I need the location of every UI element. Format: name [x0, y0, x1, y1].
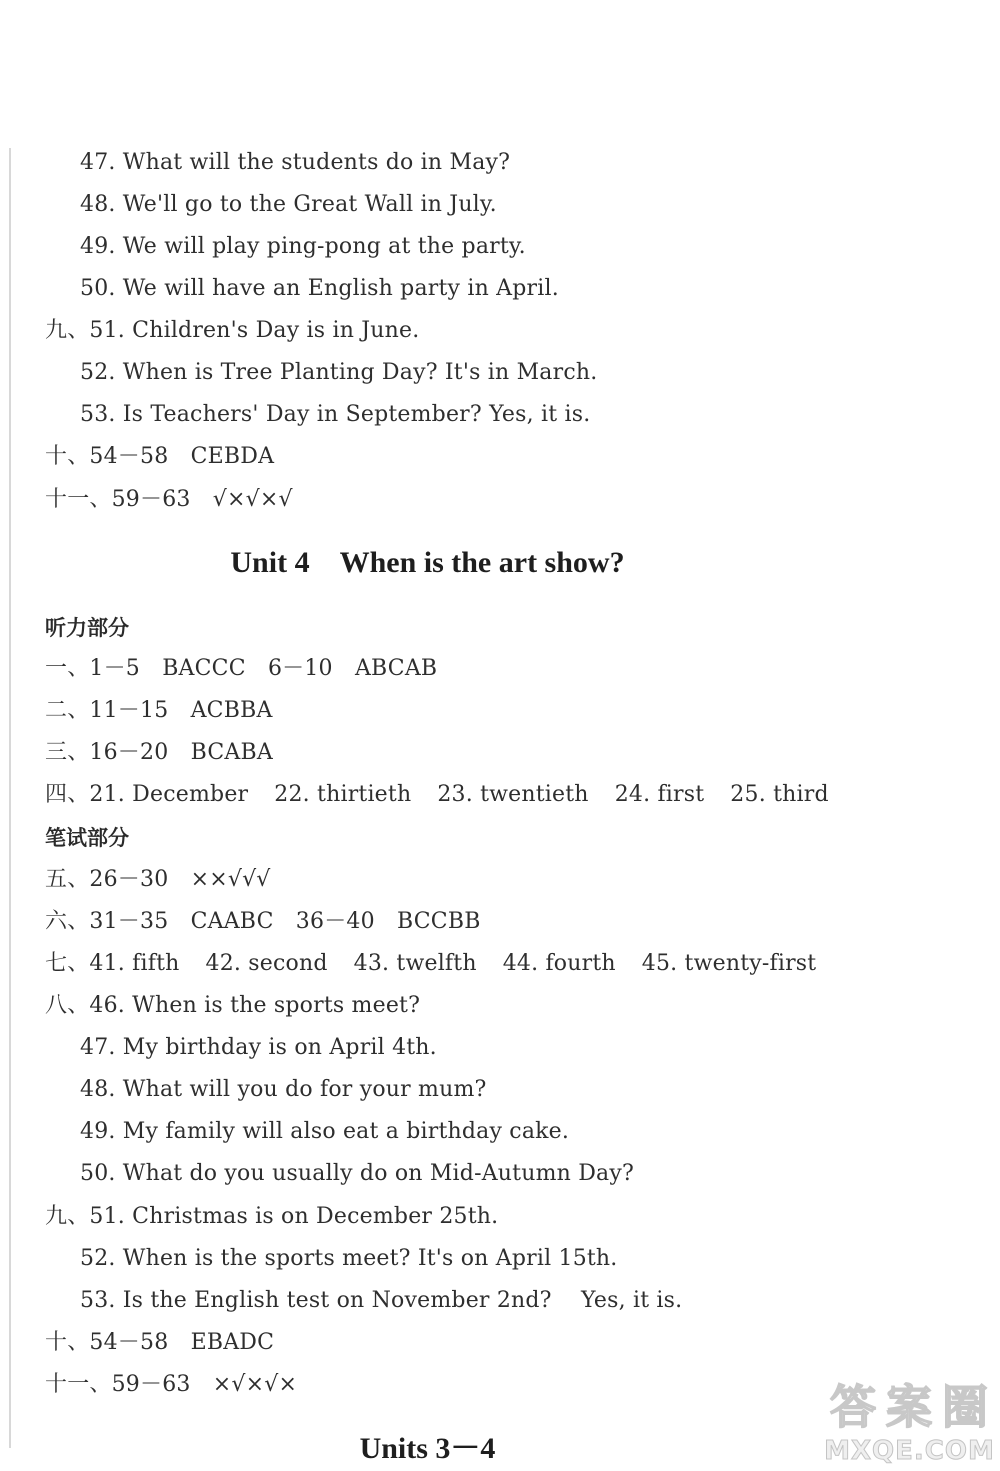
- answer-21: 四、21. December: [45, 782, 249, 807]
- answer-54-58: 十、54－58 EBADC: [45, 1330, 275, 1355]
- answer-48: 48. What will you do for your mum?: [80, 1077, 487, 1102]
- answer-24: 24. first: [614, 782, 705, 807]
- listening-heading: 听力部分: [45, 616, 129, 640]
- answer-1-10: 一、1－5 BACCC 6－10 ABCAB: [45, 656, 438, 681]
- watermark-char: 圈: [942, 1380, 988, 1434]
- answer-59-63: 十一、59－63 ×√×√×: [45, 1372, 298, 1397]
- answer-41: 七、41. fifth: [45, 951, 180, 976]
- answer-31-40: 六、31－35 CAABC 36－40 BCCBB: [45, 909, 481, 934]
- answer-16-20: 三、16－20 BCABA: [45, 740, 273, 765]
- answer-11-15: 二、11－15 ACBBA: [45, 698, 273, 723]
- answer-59-63-prev: 十一、59－63 √×√×√: [45, 487, 293, 512]
- answer-52: 52. When is the sports meet? It's on April 15th.: [80, 1246, 618, 1271]
- answer-47: 47. My birthday is on April 4th.: [80, 1035, 437, 1060]
- answer-43: 43. twelfth: [353, 951, 477, 976]
- watermark-site: MXQE.COM: [824, 1436, 995, 1466]
- answer-46: 八、46. When is the sports meet?: [45, 993, 421, 1018]
- watermark-char: 案: [886, 1380, 932, 1434]
- answer-49-prev: 49. We will play ping-pong at the party.: [80, 234, 526, 259]
- units-3-4-title: Units 3－4: [359, 1432, 496, 1465]
- answer-54-58-prev: 十、54－58 CEBDA: [45, 444, 275, 469]
- answer-26-30: 五、26－30 ××√√√: [45, 867, 271, 892]
- answer-23: 23. twentieth: [437, 782, 589, 807]
- answer-45: 45. twenty-first: [641, 951, 817, 976]
- answer-47-prev: 47. What will the students do in May?: [80, 150, 511, 175]
- answer-22: 22. thirtieth: [274, 782, 412, 807]
- unit-4-title: Unit 4 When is the art show?: [230, 546, 625, 579]
- answer-50-prev: 50. We will have an English party in April.: [80, 276, 559, 301]
- writing-heading: 笔试部分: [45, 826, 129, 850]
- answer-52-prev: 52. When is Tree Planting Day? It's in March.: [80, 360, 598, 385]
- answer-48-prev: 48. We'll go to the Great Wall in July.: [80, 192, 497, 217]
- answer-49: 49. My family will also eat a birthday cake.: [80, 1119, 570, 1144]
- watermark-char: 答: [830, 1380, 876, 1434]
- answer-51-prev: 九、51. Children's Day is in June.: [45, 318, 420, 343]
- answer-25: 25. third: [730, 782, 829, 807]
- answer-53-prev: 53. Is Teachers' Day in September? Yes, it is.: [80, 402, 591, 427]
- answer-41-45: [45, 950, 816, 978]
- answer-53: 53. Is the English test on November 2nd? Yes, it is.: [80, 1288, 683, 1313]
- answer-42: 42. second: [205, 951, 328, 976]
- answer-21-25: [45, 781, 829, 809]
- watermark-logo: [822, 1380, 997, 1468]
- left-margin-rule: [9, 148, 11, 1448]
- answer-44: 44. fourth: [502, 951, 616, 976]
- answer-51: 九、51. Christmas is on December 25th.: [45, 1204, 499, 1229]
- answer-50: 50. What do you usually do on Mid-Autumn Day?: [80, 1161, 634, 1186]
